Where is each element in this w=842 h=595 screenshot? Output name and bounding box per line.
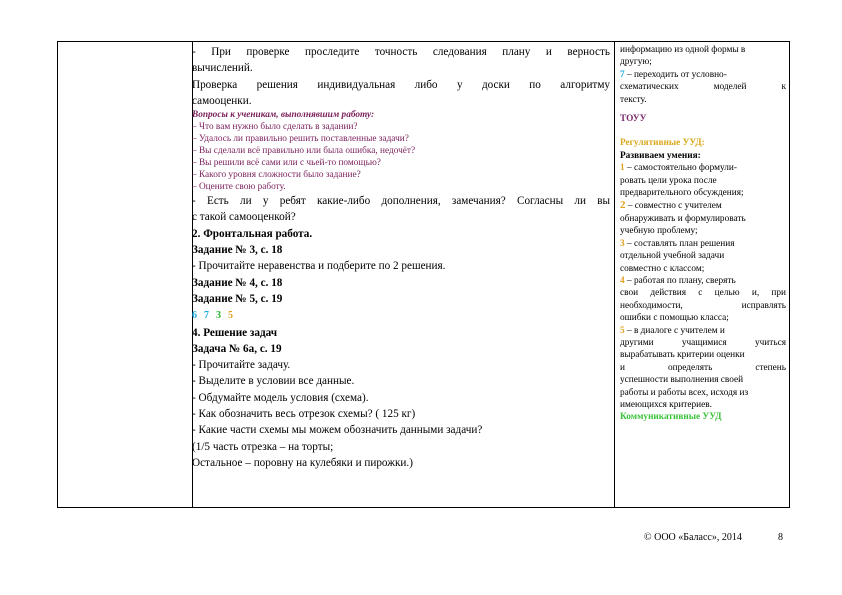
text-line: тексту. [620,94,647,105]
text-line: 5 – в диалоге с учителем и [620,325,725,336]
skill-number: 5 [228,310,233,322]
skill-number: 5 [620,325,625,336]
task-title: Задание № 5, с. 19 [192,292,283,305]
text-line: 4 – работая по плану, сверять [620,275,736,286]
develop-heading: Развиваем умения: [620,150,701,161]
text-line: совместно с классом; [620,263,705,274]
skill-number: 1 [620,163,625,174]
skill-number: 6 [192,310,197,322]
text-line: и определять степень [620,362,786,373]
text-line: - Какие части схемы мы можем обозначить данными задачи? [192,424,483,437]
text-line: - Прочитайте задачу. [192,359,291,372]
regulatory-heading: Регулятивные УУД: [620,138,705,149]
task-title: Задание № 3, с. 18 [192,244,283,257]
section-heading: 4. Решение задач [192,326,278,339]
questions-heading: Вопросы к ученикам, выполнявшим работу: [192,110,375,121]
lesson-table [57,41,790,508]
uud-column [620,44,786,424]
skill-number: 7 [204,310,209,322]
skill-number: 2 [620,199,626,212]
text-line: другую; [620,57,652,68]
text-line: работы и работы всех, исходя из [620,387,749,398]
text-line: Проверка решения индивидуальная либо у доски по алгоритму [192,78,610,91]
toyy-heading: ТОУУ [620,114,647,125]
text-line: предварительного обсуждения; [620,188,744,199]
text-line: самооценки. [192,94,252,107]
skill-number: 4 [620,275,625,286]
text-line: 3 – составлять план решения [620,238,735,249]
text-line: - Есть ли у ребят какие-либо дополнения, замечания? Согласны ли вы [192,195,610,208]
text-line: - Как обозначить весь отрезок схемы? ( 125 кг) [192,408,416,421]
text-line: ошибки с помощью класса; [620,313,729,324]
text-line: Остальное – поровну на кулебяки и пирожки.) [192,456,413,469]
text-line: свои действия с целью и, при [620,288,786,299]
text-line: необходимости, исправлять [620,300,786,311]
text-line: - Прочитайте неравенства и подберите по 2 решения. [192,260,446,273]
question-item: – Вы сделали всё правильно или была ошибка, недочёт? [192,146,416,157]
skill-numbers [192,307,610,324]
copyright-text: © ООО «Баласс», 2014 [644,532,742,543]
text-line: вычислений. [192,62,253,75]
text-line: успешности выполнения своей [620,375,744,386]
text-line: с такой самооценкой? [192,211,296,224]
text-line: другими учащимися учиться [620,337,786,348]
text-line: - Обдумайте модель условия (схема). [192,391,369,404]
text-line: отдельной учебной задачи [620,251,725,262]
text-line: вырабатывать критерии оценки [620,350,745,361]
text-line: 7 – переходить от условно- [620,69,727,80]
page-number: 8 [778,532,783,543]
question-item: – Оцените свою работу. [192,182,286,193]
question-item: – Что вам нужно было сделать в задании? [192,122,358,133]
task-title: Задача № 6а, с. 19 [192,342,282,355]
question-item: – Удалось ли правильно решить поставленные задачи? [192,134,409,145]
text-line: информацию из одной формы в [620,45,746,55]
skill-number: 3 [216,310,221,322]
question-item: – Вы решили всё сами или с чьей-то помощью? [192,158,381,169]
text-line: схематических моделей к [620,82,786,93]
text-line: обнаруживать и формулировать [620,213,746,224]
text-line: 1 – самостоятельно формули- [620,163,737,174]
skill-number: 3 [620,238,625,249]
column-divider [614,42,615,507]
task-title: Задание № 4, с. 18 [192,276,283,289]
text-line: имеющихся критериев. [620,399,712,410]
text-line: учебную проблему; [620,226,698,237]
skill-number: 7 [620,69,625,80]
text-line: - Выделите в условии все данные. [192,375,355,388]
text-line: - При проверке проследите точность следования плану и верность [192,46,610,58]
text-line: 2 – совместно с учителем [620,199,722,212]
question-item: – Какого уровня сложности было задание? [192,170,361,181]
communicative-heading: Коммуникативные УУД [620,412,722,423]
text-line: ровать цели урока после [620,175,717,186]
text-line: (1/5 часть отрезка – на торты; [192,440,334,453]
lesson-content-column [192,44,610,471]
section-heading: 2. Фронтальная работа. [192,227,313,240]
